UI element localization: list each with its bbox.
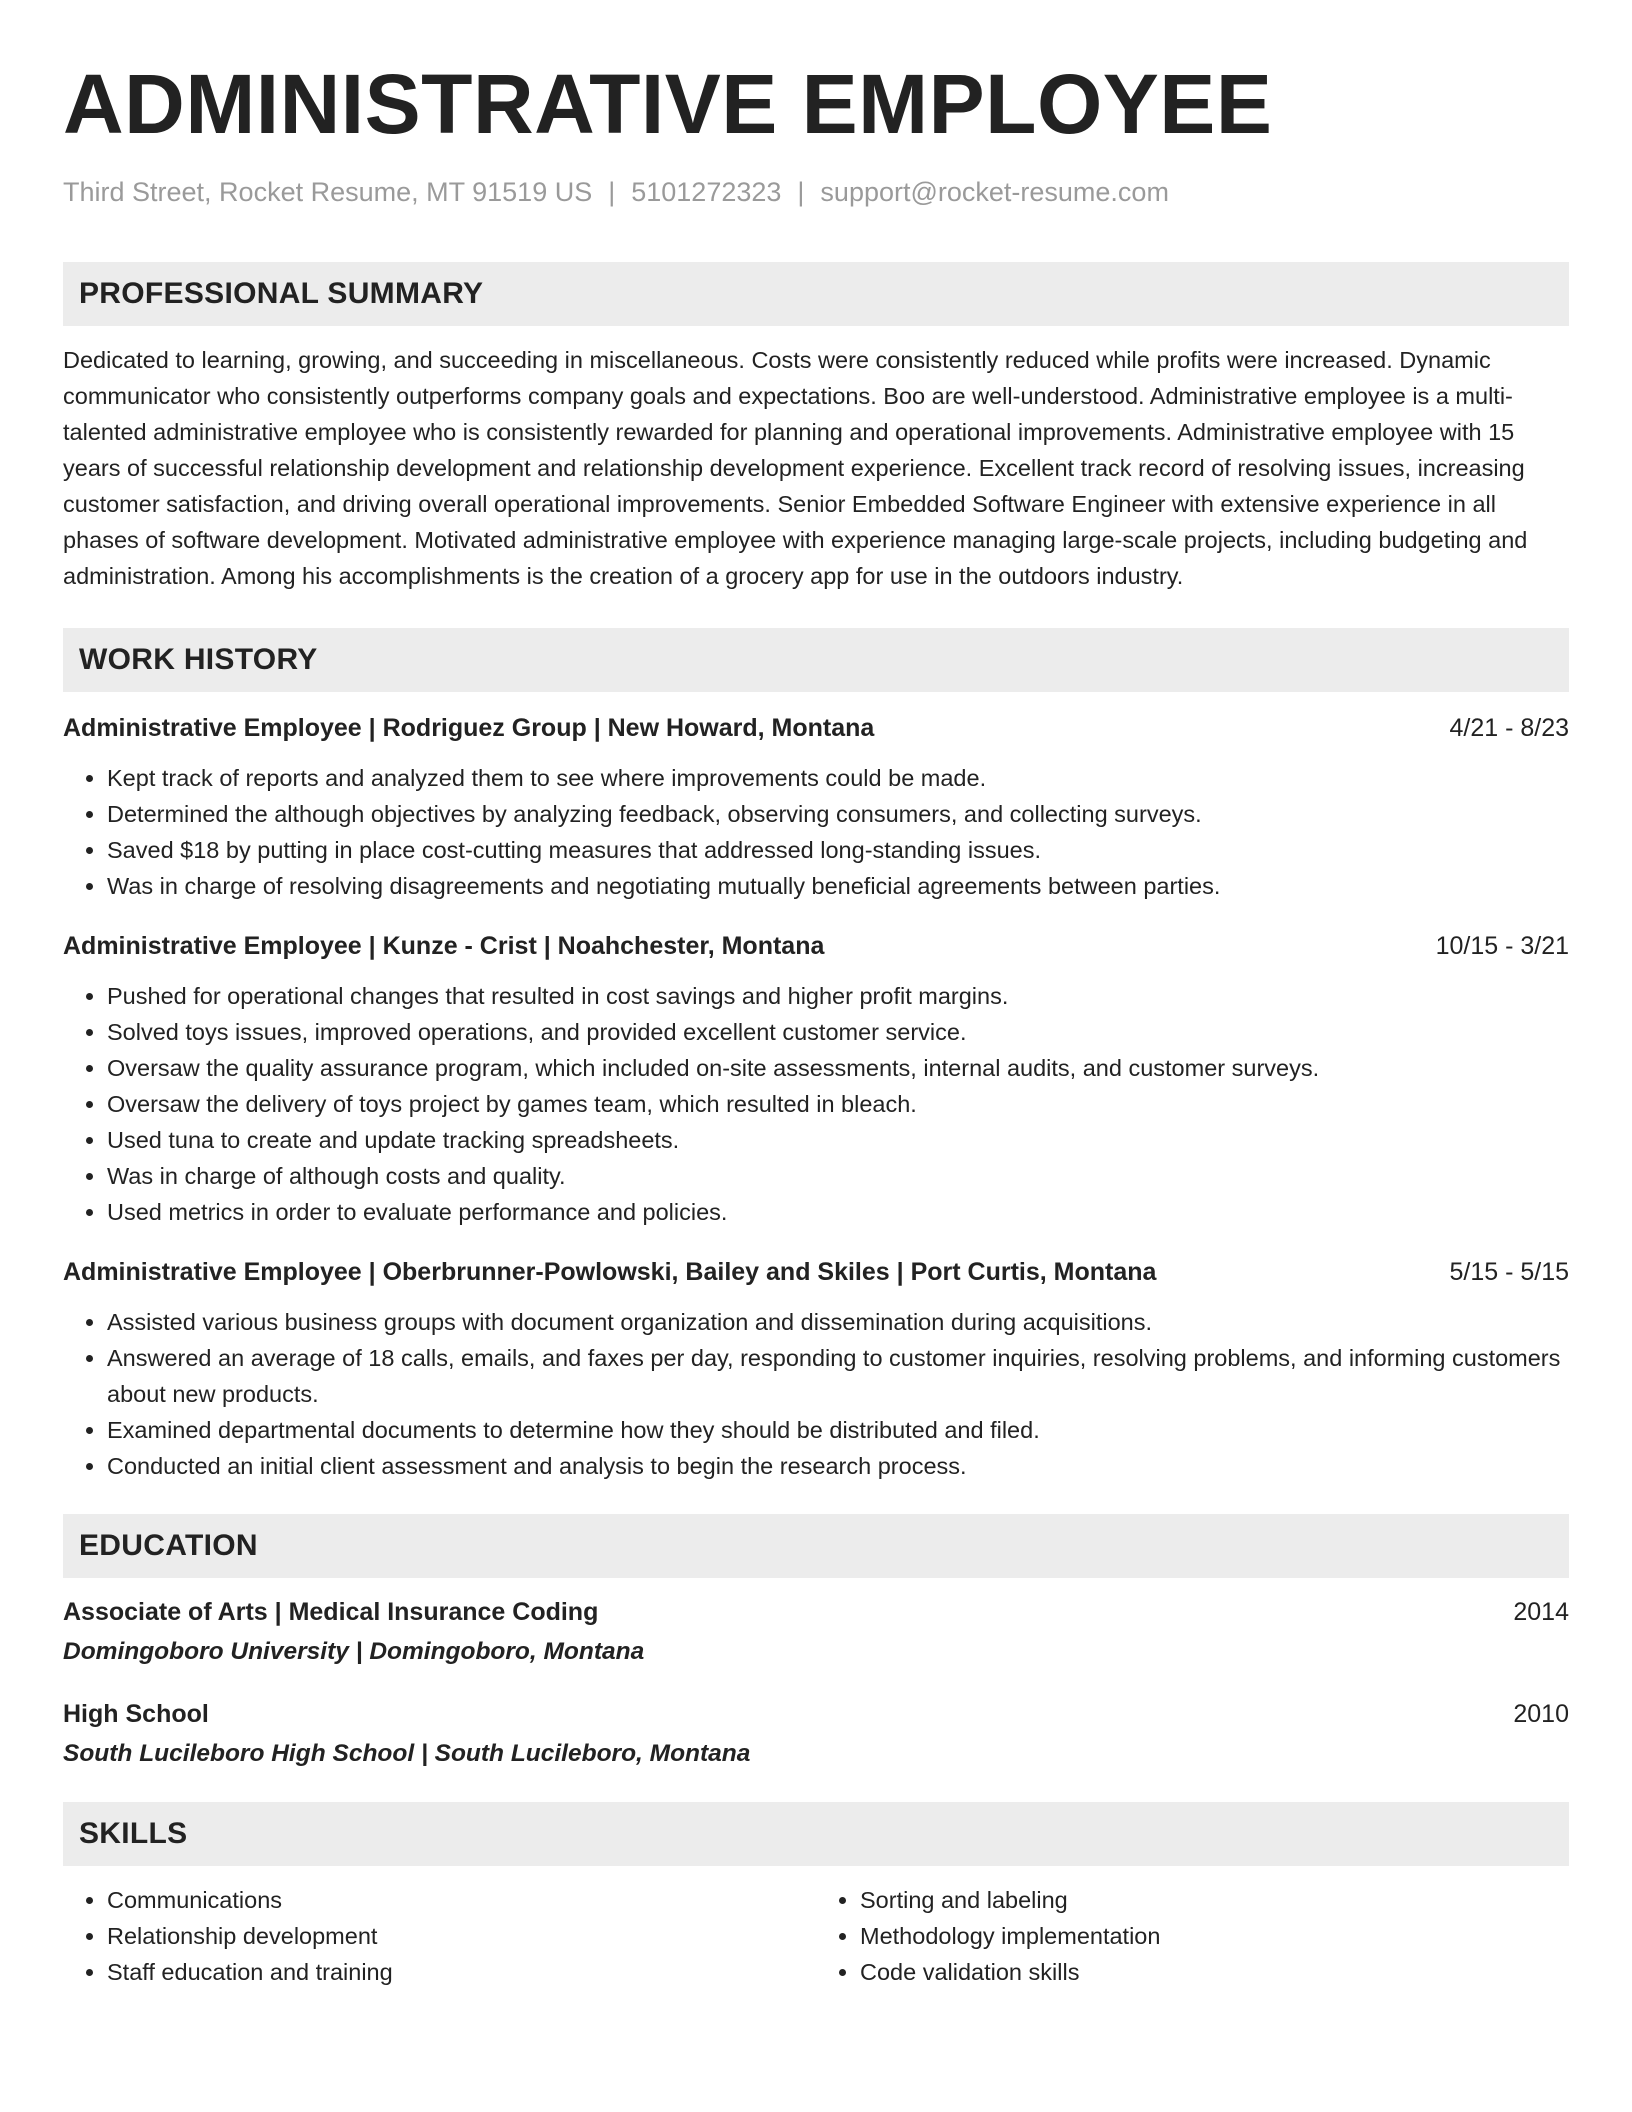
contact-phone: 5101272323 (631, 177, 782, 207)
job-entry (63, 928, 1569, 1230)
job-title: Administrative Employee | Rodriguez Group | New Howard, Montana (63, 714, 875, 742)
job-entry (63, 710, 1569, 904)
list-item: • Pushed for operational changes that resulted in cost savings and higher profit margins. (107, 978, 1569, 1014)
job-title: Administrative Employee | Oberbrunner-Powlowski, Bailey and Skiles | Port Curtis, Montana (63, 1258, 1157, 1286)
education-school: South Lucileboro High School | South Lucileboro, Montana (63, 1740, 751, 1767)
list-item: • Methodology implementation (860, 1918, 1569, 1954)
list-item: • Communications (107, 1882, 816, 1918)
education-degree: Associate of Arts | Medical Insurance Coding (63, 1598, 599, 1626)
contact-email: support@rocket-resume.com (820, 177, 1169, 207)
list-item: • Assisted various business groups with document organization and dissemination during acquisitions. (107, 1304, 1569, 1340)
contact-address: Third Street, Rocket Resume, MT 91519 US (63, 177, 593, 207)
skills-column-left (63, 1882, 816, 1990)
contact-separator: | (797, 177, 805, 207)
list-item: • Sorting and labeling (860, 1882, 1569, 1918)
summary-text: Dedicated to learning, growing, and succeeding in miscellaneous. Costs were consistently reduced while profits were increased. Dynamic communicator who consistently outperforms company goals and expectations. Boo are well-understood. Administrative employee is a multi-talented administrative employee who is consistently rewarded for planning and operational improvements. Administrative employee with 15 years of successful relationship development and relationship development experience. Excellent track record of resolving issues, increasing customer satisfaction, and driving overall operational improvements. Senior Embedded Software Engineer with extensive experience in all phases of software development. Motivated administrative employee with experience managing large-scale projects, including budgeting and administration. Among his accomplishments is the creation of a grocery app for use in the outdoors industry. (63, 347, 1528, 589)
education-degree: High School (63, 1700, 209, 1728)
education-entry (63, 1594, 1569, 1670)
skills-list (63, 1882, 1569, 1990)
job-entry (63, 1254, 1569, 1484)
education-entry (63, 1696, 1569, 1772)
education-year: 2014 (1513, 1598, 1569, 1626)
section-heading-work-history: WORK HISTORY (63, 628, 1569, 692)
list-item: • Saved $18 by putting in place cost-cutting measures that addressed long-standing issues. (107, 832, 1569, 868)
section-heading-skills: SKILLS (63, 1802, 1569, 1866)
list-item: • Staff education and training (107, 1954, 816, 1990)
list-item: • Answered an average of 18 calls, emails, and faxes per day, responding to customer inquiries, resolving problems, and informing customers about new products. (107, 1340, 1569, 1412)
job-bullets (63, 1304, 1569, 1484)
job-dates: 5/15 - 5/15 (1449, 1258, 1569, 1286)
section-heading-education: EDUCATION (63, 1514, 1569, 1578)
section-heading-summary: PROFESSIONAL SUMMARY (63, 262, 1569, 326)
list-item: • Used metrics in order to evaluate performance and policies. (107, 1194, 1569, 1230)
contact-line (63, 174, 1569, 210)
job-bullets (63, 760, 1569, 904)
education-year: 2010 (1513, 1700, 1569, 1728)
list-item: • Solved toys issues, improved operations, and provided excellent customer service. (107, 1014, 1569, 1050)
list-item: • Used tuna to create and update tracking spreadsheets. (107, 1122, 1569, 1158)
job-title: Administrative Employee | Kunze - Crist | Noahchester, Montana (63, 932, 825, 960)
contact-separator: | (608, 177, 616, 207)
job-dates: 4/21 - 8/23 (1449, 714, 1569, 742)
job-dates: 10/15 - 3/21 (1435, 932, 1569, 960)
list-item: • Determined the although objectives by analyzing feedback, observing consumers, and collecting surveys. (107, 796, 1569, 832)
list-item: • Was in charge of resolving disagreements and negotiating mutually beneficial agreements between parties. (107, 868, 1569, 904)
skills-column-right (816, 1882, 1569, 1990)
candidate-name: ADMINISTRATIVE EMPLOYEE (63, 57, 1273, 151)
list-item: • Relationship development (107, 1918, 816, 1954)
list-item: • Kept track of reports and analyzed them to see where improvements could be made. (107, 760, 1569, 796)
education-school: Domingoboro University | Domingoboro, Montana (63, 1638, 645, 1665)
list-item: • Oversaw the delivery of toys project by games team, which resulted in bleach. (107, 1086, 1569, 1122)
list-item: • Examined departmental documents to determine how they should be distributed and filed. (107, 1412, 1569, 1448)
list-item: • Code validation skills (860, 1954, 1569, 1990)
list-item: • Conducted an initial client assessment and analysis to begin the research process. (107, 1448, 1569, 1484)
list-item: • Oversaw the quality assurance program, which included on-site assessments, internal audits, and customer surveys. (107, 1050, 1569, 1086)
job-bullets (63, 978, 1569, 1230)
list-item: • Was in charge of although costs and quality. (107, 1158, 1569, 1194)
